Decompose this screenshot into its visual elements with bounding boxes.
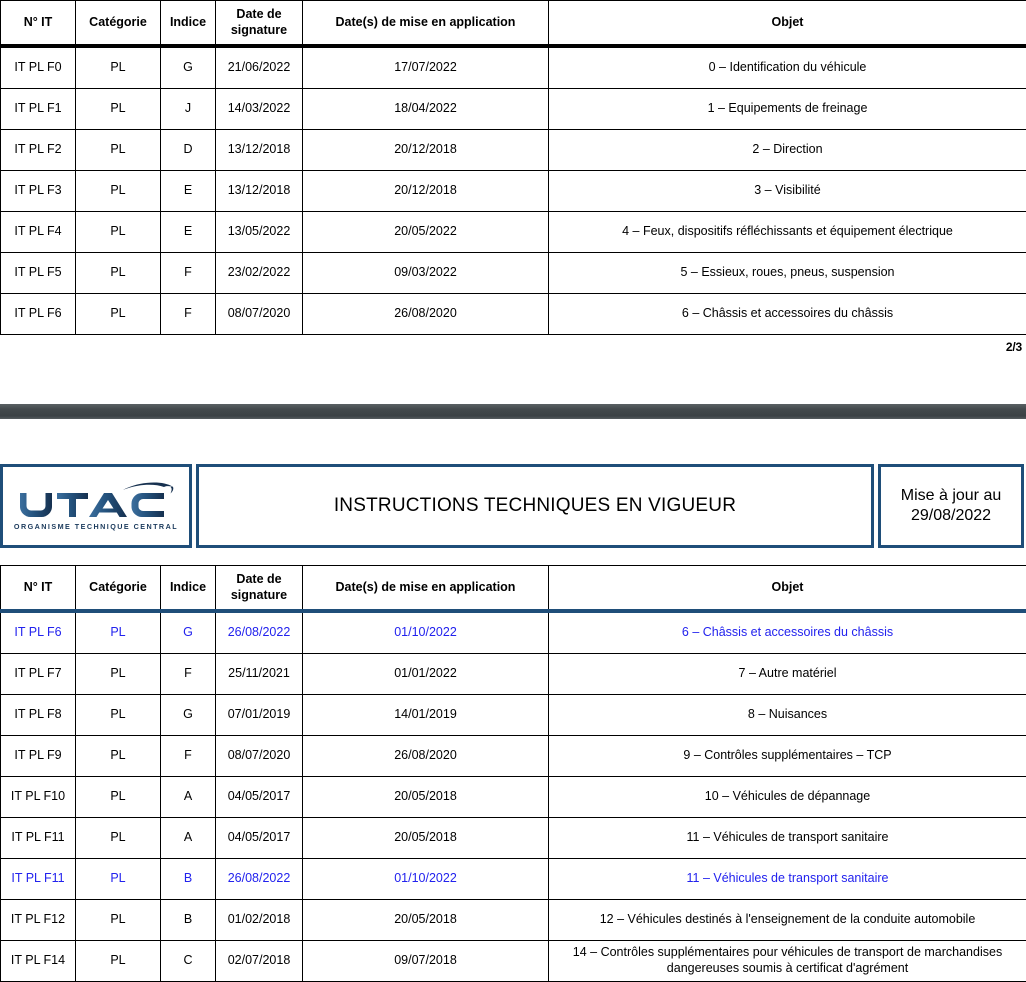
cell-indice: B — [161, 900, 216, 941]
cell-date-signature: 08/07/2020 — [216, 736, 303, 777]
cell-categorie: PL — [76, 941, 161, 982]
utac-logo — [10, 481, 182, 531]
update-date-value: 29/08/2022 — [911, 507, 991, 524]
cell-indice: J — [161, 89, 216, 130]
cell-objet: 8 – Nuisances — [549, 695, 1026, 736]
cell-objet: 11 – Véhicules de transport sanitaire — [549, 859, 1026, 900]
table-row — [1, 900, 1026, 941]
table-row — [1, 46, 1026, 89]
col-header-date-signature-line2: signature — [231, 23, 287, 37]
cell-date-signature: 23/02/2022 — [216, 253, 303, 294]
table-header-row — [1, 566, 1026, 612]
cell-date-signature: 08/07/2020 — [216, 294, 303, 335]
cell-indice: D — [161, 130, 216, 171]
cell-num: IT PL F0 — [1, 46, 76, 89]
table-row — [1, 253, 1026, 294]
cell-date-application: 17/07/2022 — [303, 46, 549, 89]
cell-categorie: PL — [76, 777, 161, 818]
cell-indice: C — [161, 941, 216, 982]
utac-logo-tagline: ORGANISME TECHNIQUE CENTRAL — [10, 522, 182, 531]
cell-categorie: PL — [76, 818, 161, 859]
cell-categorie: PL — [76, 212, 161, 253]
cell-objet: 7 – Autre matériel — [549, 654, 1026, 695]
table-row — [1, 941, 1026, 982]
col-header-indice: Indice — [161, 566, 216, 612]
cell-categorie: PL — [76, 611, 161, 654]
cell-num: IT PL F6 — [1, 611, 76, 654]
cell-date-application: 20/12/2018 — [303, 171, 549, 212]
table-row — [1, 212, 1026, 253]
cell-date-application: 01/01/2022 — [303, 654, 549, 695]
cell-objet: 1 – Equipements de freinage — [549, 89, 1026, 130]
cell-date-application: 09/07/2018 — [303, 941, 549, 982]
table-bottom-body — [1, 611, 1026, 982]
cell-date-application: 20/12/2018 — [303, 130, 549, 171]
cell-date-application: 01/10/2022 — [303, 859, 549, 900]
cell-objet: 2 – Direction — [549, 130, 1026, 171]
cell-num: IT PL F5 — [1, 253, 76, 294]
table-row — [1, 89, 1026, 130]
cell-categorie: PL — [76, 736, 161, 777]
col-header-date-signature — [216, 566, 303, 612]
col-header-objet: Objet — [549, 1, 1026, 47]
col-header-categorie: Catégorie — [76, 1, 161, 47]
cell-date-application: 01/10/2022 — [303, 611, 549, 654]
table-row — [1, 695, 1026, 736]
cell-date-signature: 21/06/2022 — [216, 46, 303, 89]
cell-num: IT PL F1 — [1, 89, 76, 130]
utac-wordmark-icon — [16, 481, 176, 521]
cell-categorie: PL — [76, 171, 161, 212]
cell-categorie: PL — [76, 900, 161, 941]
cell-num: IT PL F4 — [1, 212, 76, 253]
table-top-body — [1, 46, 1026, 335]
cell-num: IT PL F9 — [1, 736, 76, 777]
it-table-top — [0, 0, 1026, 335]
cell-categorie: PL — [76, 253, 161, 294]
col-header-date-signature-line1: Date de — [236, 7, 281, 21]
it-table-bottom — [0, 565, 1026, 982]
col-header-num: N° IT — [1, 566, 76, 612]
cell-num: IT PL F14 — [1, 941, 76, 982]
cell-categorie: PL — [76, 130, 161, 171]
cell-date-signature: 04/05/2017 — [216, 777, 303, 818]
cell-objet: 6 – Châssis et accessoires du châssis — [549, 294, 1026, 335]
col-header-categorie: Catégorie — [76, 566, 161, 612]
table-row — [1, 171, 1026, 212]
cell-objet: 9 – Contrôles supplémentaires – TCP — [549, 736, 1026, 777]
cell-indice: A — [161, 818, 216, 859]
cell-date-application: 20/05/2022 — [303, 212, 549, 253]
cell-objet: 12 – Véhicules destinés à l'enseignement de la conduite automobile — [549, 900, 1026, 941]
update-date-label: Mise à jour au — [901, 487, 1002, 504]
table-row — [1, 818, 1026, 859]
utac-logo-cell — [0, 464, 192, 548]
cell-indice: E — [161, 171, 216, 212]
cell-num: IT PL F6 — [1, 294, 76, 335]
cell-indice: G — [161, 46, 216, 89]
cell-date-application: 18/04/2022 — [303, 89, 549, 130]
cell-date-signature: 13/12/2018 — [216, 171, 303, 212]
cell-num: IT PL F3 — [1, 171, 76, 212]
cell-indice: F — [161, 654, 216, 695]
cell-categorie: PL — [76, 654, 161, 695]
cell-num: IT PL F10 — [1, 777, 76, 818]
cell-date-application: 26/08/2020 — [303, 294, 549, 335]
cell-date-application: 20/05/2018 — [303, 818, 549, 859]
cell-date-application: 20/05/2018 — [303, 900, 549, 941]
cell-date-application: 09/03/2022 — [303, 253, 549, 294]
cell-date-signature: 07/01/2019 — [216, 695, 303, 736]
col-header-date-signature-line1: Date de — [236, 572, 281, 586]
cell-categorie: PL — [76, 89, 161, 130]
table-row — [1, 736, 1026, 777]
col-header-date-signature — [216, 1, 303, 47]
cell-indice: F — [161, 736, 216, 777]
document-title: INSTRUCTIONS TECHNIQUES EN VIGUEUR — [196, 464, 874, 548]
page-separator-band — [0, 404, 1026, 419]
cell-categorie: PL — [76, 695, 161, 736]
table-row — [1, 294, 1026, 335]
cell-num: IT PL F11 — [1, 859, 76, 900]
cell-categorie: PL — [76, 46, 161, 89]
cell-indice: G — [161, 695, 216, 736]
cell-num: IT PL F2 — [1, 130, 76, 171]
cell-date-signature: 26/08/2022 — [216, 611, 303, 654]
table-row — [1, 777, 1026, 818]
cell-objet: 14 – Contrôles supplémentaires pour véhicules de transport de marchandises dangereuses soumis à certificat d'agrément — [549, 941, 1026, 982]
cell-date-application: 14/01/2019 — [303, 695, 549, 736]
cell-num: IT PL F8 — [1, 695, 76, 736]
cell-num: IT PL F11 — [1, 818, 76, 859]
cell-date-signature: 13/05/2022 — [216, 212, 303, 253]
cell-date-signature: 04/05/2017 — [216, 818, 303, 859]
col-header-num: N° IT — [1, 1, 76, 47]
cell-date-signature: 14/03/2022 — [216, 89, 303, 130]
update-date-cell — [878, 464, 1024, 548]
cell-num: IT PL F7 — [1, 654, 76, 695]
table-header-row — [1, 1, 1026, 47]
cell-indice: E — [161, 212, 216, 253]
table-row — [1, 654, 1026, 695]
cell-date-signature: 01/02/2018 — [216, 900, 303, 941]
cell-num: IT PL F12 — [1, 900, 76, 941]
cell-date-signature: 25/11/2021 — [216, 654, 303, 695]
page-number: 2/3 — [1006, 340, 1022, 354]
cell-objet: 3 – Visibilité — [549, 171, 1026, 212]
col-header-date-application: Date(s) de mise en application — [303, 1, 549, 47]
table-row — [1, 130, 1026, 171]
document-header — [0, 464, 1024, 548]
cell-objet: 5 – Essieux, roues, pneus, suspension — [549, 253, 1026, 294]
cell-categorie: PL — [76, 294, 161, 335]
cell-categorie: PL — [76, 859, 161, 900]
cell-objet: 4 – Feux, dispositifs réfléchissants et équipement électrique — [549, 212, 1026, 253]
cell-objet: 0 – Identification du véhicule — [549, 46, 1026, 89]
cell-objet: 11 – Véhicules de transport sanitaire — [549, 818, 1026, 859]
table-row — [1, 859, 1026, 900]
col-header-objet: Objet — [549, 566, 1026, 612]
cell-objet: 10 – Véhicules de dépannage — [549, 777, 1026, 818]
cell-indice: B — [161, 859, 216, 900]
cell-date-signature: 26/08/2022 — [216, 859, 303, 900]
col-header-date-application: Date(s) de mise en application — [303, 566, 549, 612]
cell-date-application: 20/05/2018 — [303, 777, 549, 818]
cell-date-signature: 02/07/2018 — [216, 941, 303, 982]
col-header-date-signature-line2: signature — [231, 588, 287, 602]
cell-indice: F — [161, 253, 216, 294]
cell-objet: 6 – Châssis et accessoires du châssis — [549, 611, 1026, 654]
col-header-indice: Indice — [161, 1, 216, 47]
cell-indice: A — [161, 777, 216, 818]
cell-indice: G — [161, 611, 216, 654]
cell-date-signature: 13/12/2018 — [216, 130, 303, 171]
cell-indice: F — [161, 294, 216, 335]
cell-date-application: 26/08/2020 — [303, 736, 549, 777]
table-row — [1, 611, 1026, 654]
